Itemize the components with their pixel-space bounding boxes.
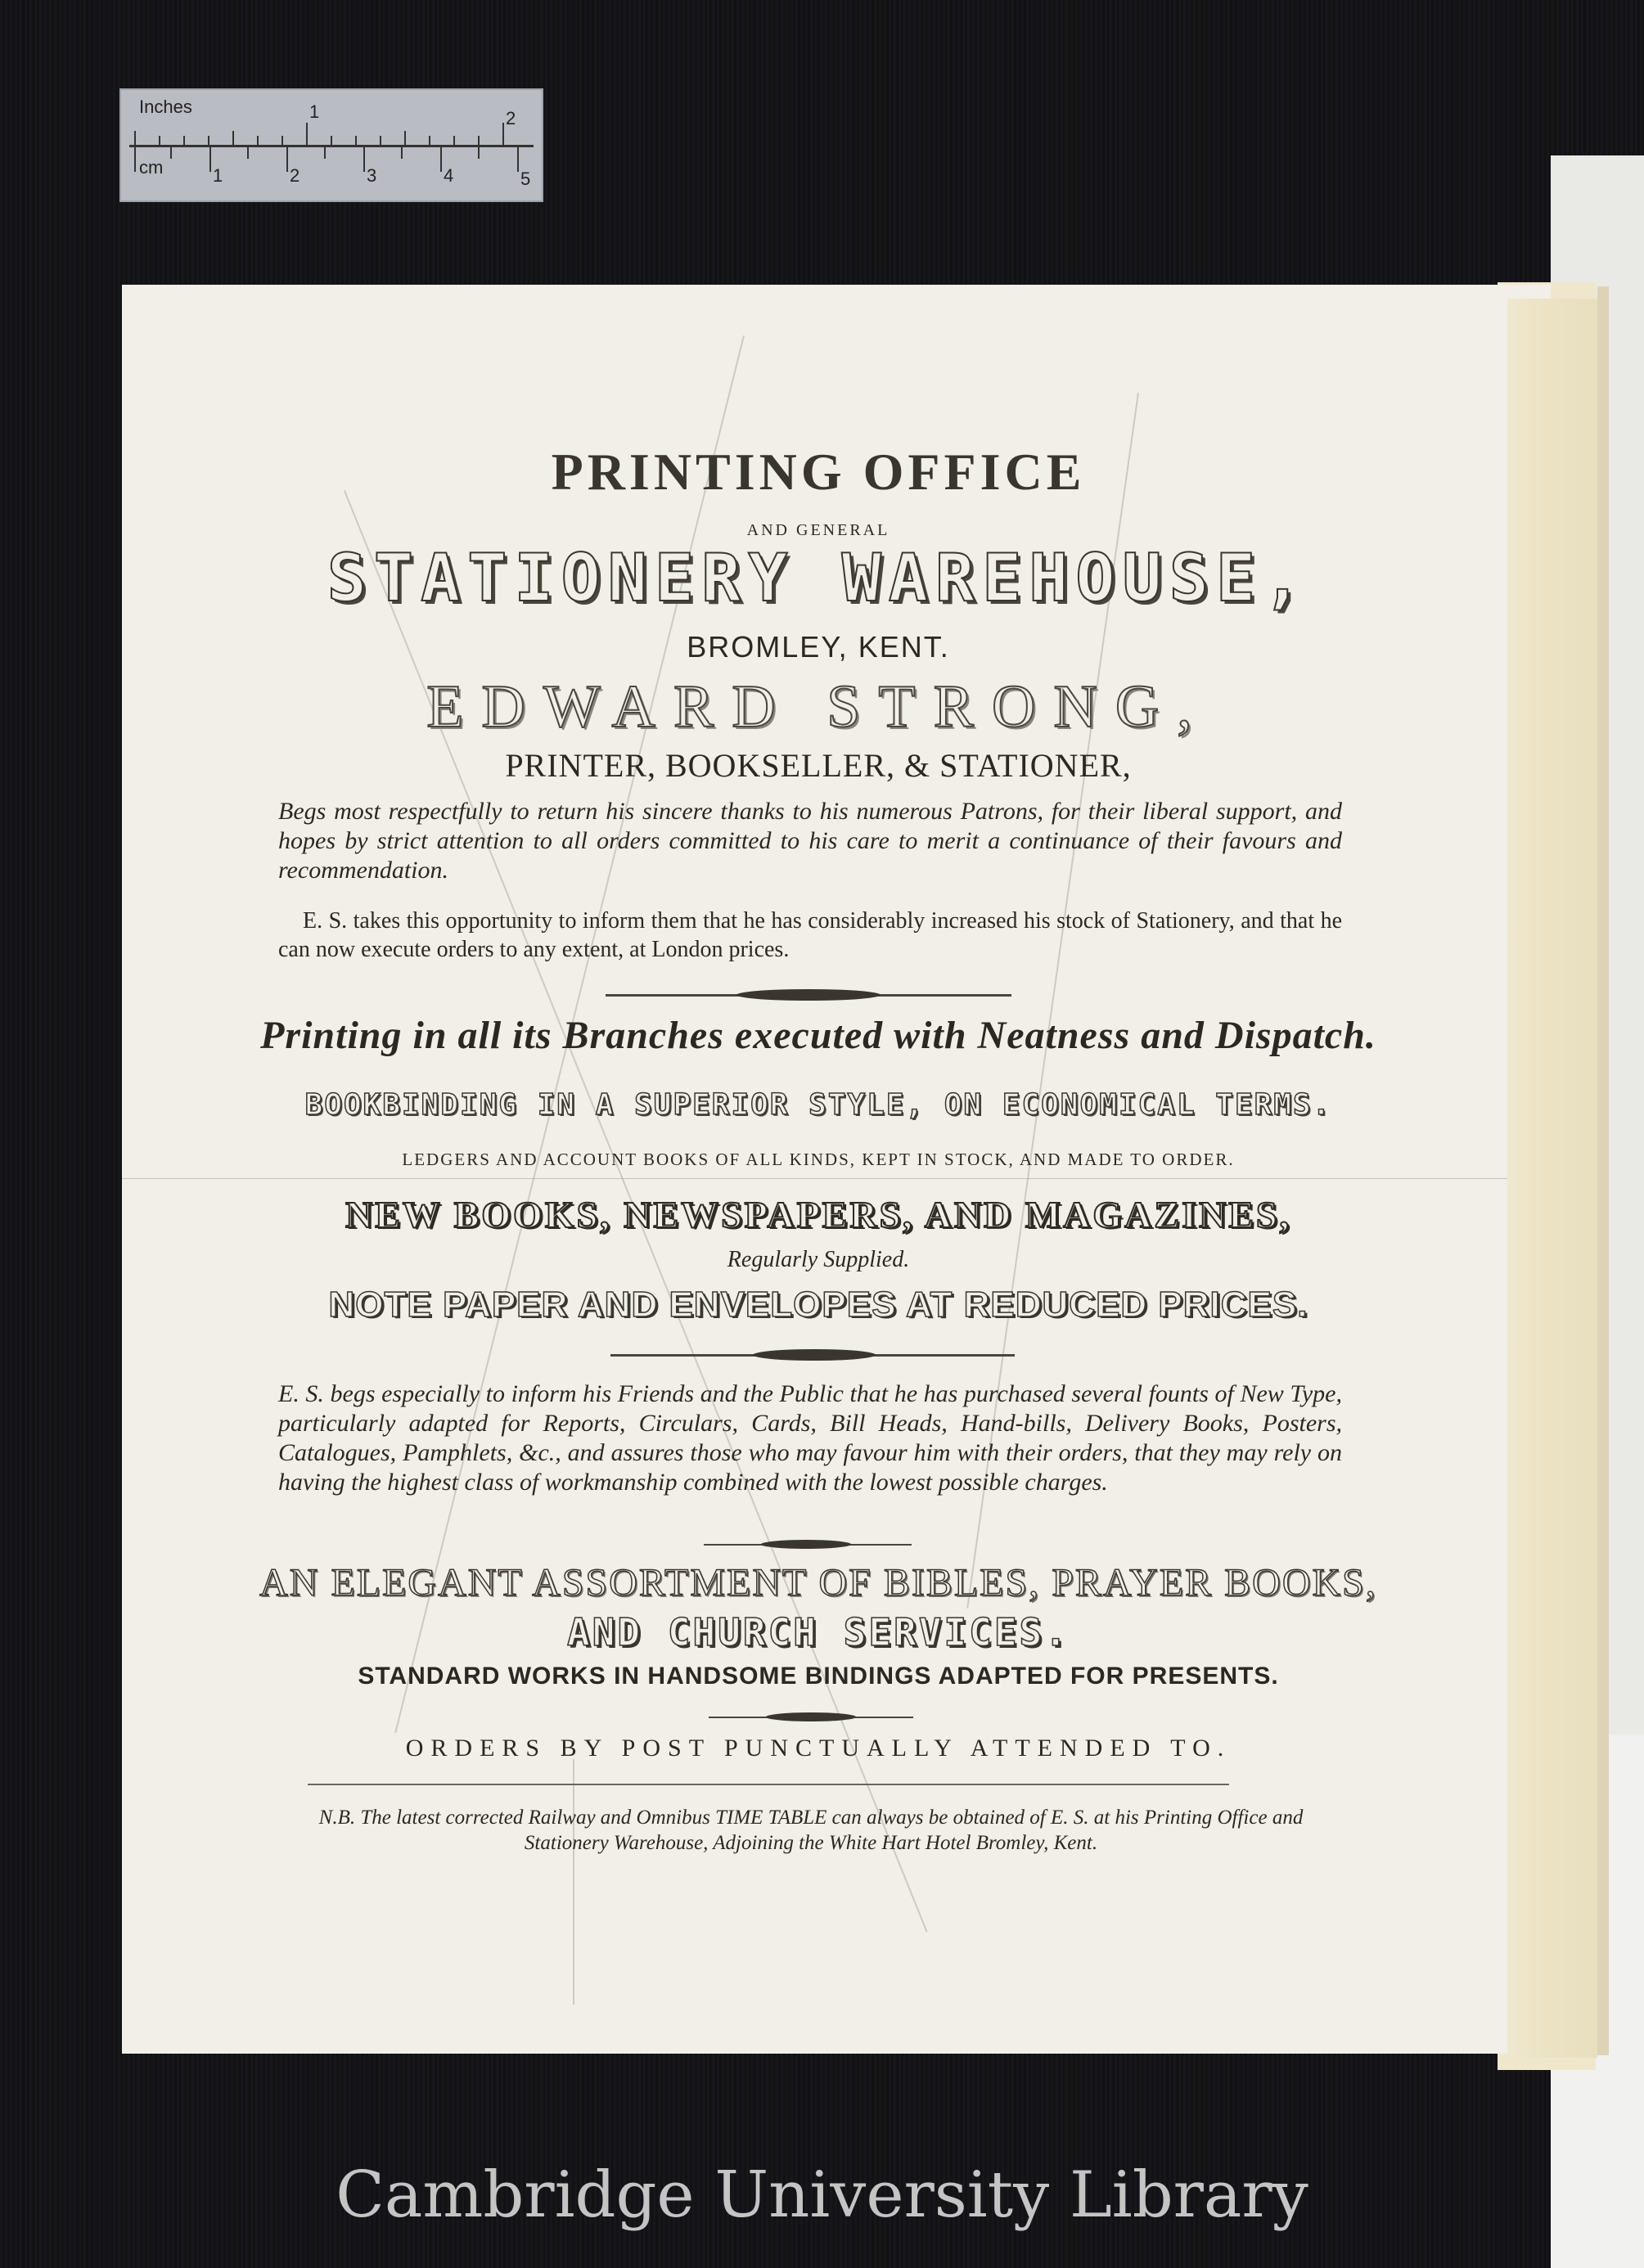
- inch-mark: 1: [309, 101, 320, 122]
- page-binding-strip: [1507, 299, 1597, 2058]
- regularly-supplied-text: Regularly Supplied.: [727, 1247, 910, 1272]
- ornament-center: [766, 1712, 856, 1721]
- scale-ruler: [119, 88, 543, 202]
- heading-printing-office: PRINTING OFFICE: [551, 443, 1086, 501]
- proprietor-name: EDWARD STRONG,: [426, 673, 1210, 740]
- ornament-center: [761, 1540, 851, 1549]
- cm-mark: 4: [444, 165, 454, 186]
- inch-mark: 2: [506, 108, 516, 128]
- pencil-line: [573, 1759, 574, 2005]
- note-paper-heading: NOTE PAPER AND ENVELOPES AT REDUCED PRICES.: [328, 1285, 1308, 1325]
- new-type-paragraph: E. S. begs especially to inform his Friends and the Public that he has purchased several founts of New Type, particularly adapted for Reports, Circulars, Cards, Bill Heads, Hand-bills, Delivery Books, Posters, Catalogues, Pamphlets, &c., and assures those who may favour him with their orders, that they may rely on having the highest class of workmanship combined with the lowest possible charges.: [278, 1380, 1342, 1496]
- stock-paragraph: E. S. takes this opportunity to inform them that he has considerably increased his stock of Stationery, and that he can now execute orders to any extent, at London prices.: [278, 908, 1342, 962]
- cm-mark: 5: [520, 169, 531, 189]
- ledgers-line: LEDGERS AND ACCOUNT BOOKS OF ALL KINDS, KEPT IN STOCK, AND MADE TO ORDER.: [402, 1150, 1235, 1169]
- thanks-paragraph: Begs most respectfully to return his sincere thanks to his numerous Patrons, for their liberal support, and hopes by strict attention to all orders committed to his care to merit a continuance of their favours and recommendation.: [278, 798, 1342, 884]
- heading-stationery-warehouse: STATIONERY WAREHOUSE,: [327, 540, 1310, 616]
- location-text: BROMLEY, KENT.: [687, 630, 950, 664]
- trade-line: PRINTER, BOOKSELLER, & STATIONER,: [505, 747, 1132, 784]
- new-books-heading: NEW BOOKS, NEWSPAPERS, AND MAGAZINES,: [345, 1194, 1291, 1235]
- cm-mark: 1: [213, 165, 223, 186]
- cm-mark: 3: [367, 165, 377, 186]
- nota-bene-note: N.B. The latest corrected Railway and Omnibus TIME TABLE can always be obtained of E. S. at his Printing Office and Stationery Warehouse, Adjoining the White Hart Hotel Bromley, Kent.: [318, 1807, 1304, 1854]
- ornament-center: [736, 989, 881, 1001]
- standard-works-line: STANDARD WORKS IN HANDSOME BINDINGS ADAPTED FOR PRESENTS.: [358, 1663, 1279, 1690]
- church-services-heading: AND CHURCH SERVICES.: [567, 1610, 1070, 1654]
- printing-branches-line: Printing in all its Branches executed with Neatness and Dispatch.: [260, 1014, 1376, 1057]
- fold-crease: [122, 1178, 1507, 1179]
- bibles-heading: AN ELEGANT ASSORTMENT OF BIBLES, PRAYER BOOKS,: [259, 1561, 1377, 1604]
- page-edge: [1597, 286, 1609, 2055]
- rule-line: [308, 1784, 1229, 1785]
- orders-by-post-line: ORDERS BY POST PUNCTUALLY ATTENDED TO.: [405, 1735, 1232, 1762]
- bookbinding-line: BOOKBINDING IN A SUPERIOR STYLE, ON ECONOMICAL TERMS.: [304, 1088, 1332, 1122]
- cm-mark: 2: [290, 165, 300, 186]
- and-general-text: AND GENERAL: [746, 521, 890, 539]
- ornament-center: [753, 1349, 876, 1361]
- inches-label: Inches: [139, 97, 192, 117]
- cm-label: cm: [139, 157, 164, 178]
- library-watermark: Cambridge University Library: [336, 2158, 1308, 2232]
